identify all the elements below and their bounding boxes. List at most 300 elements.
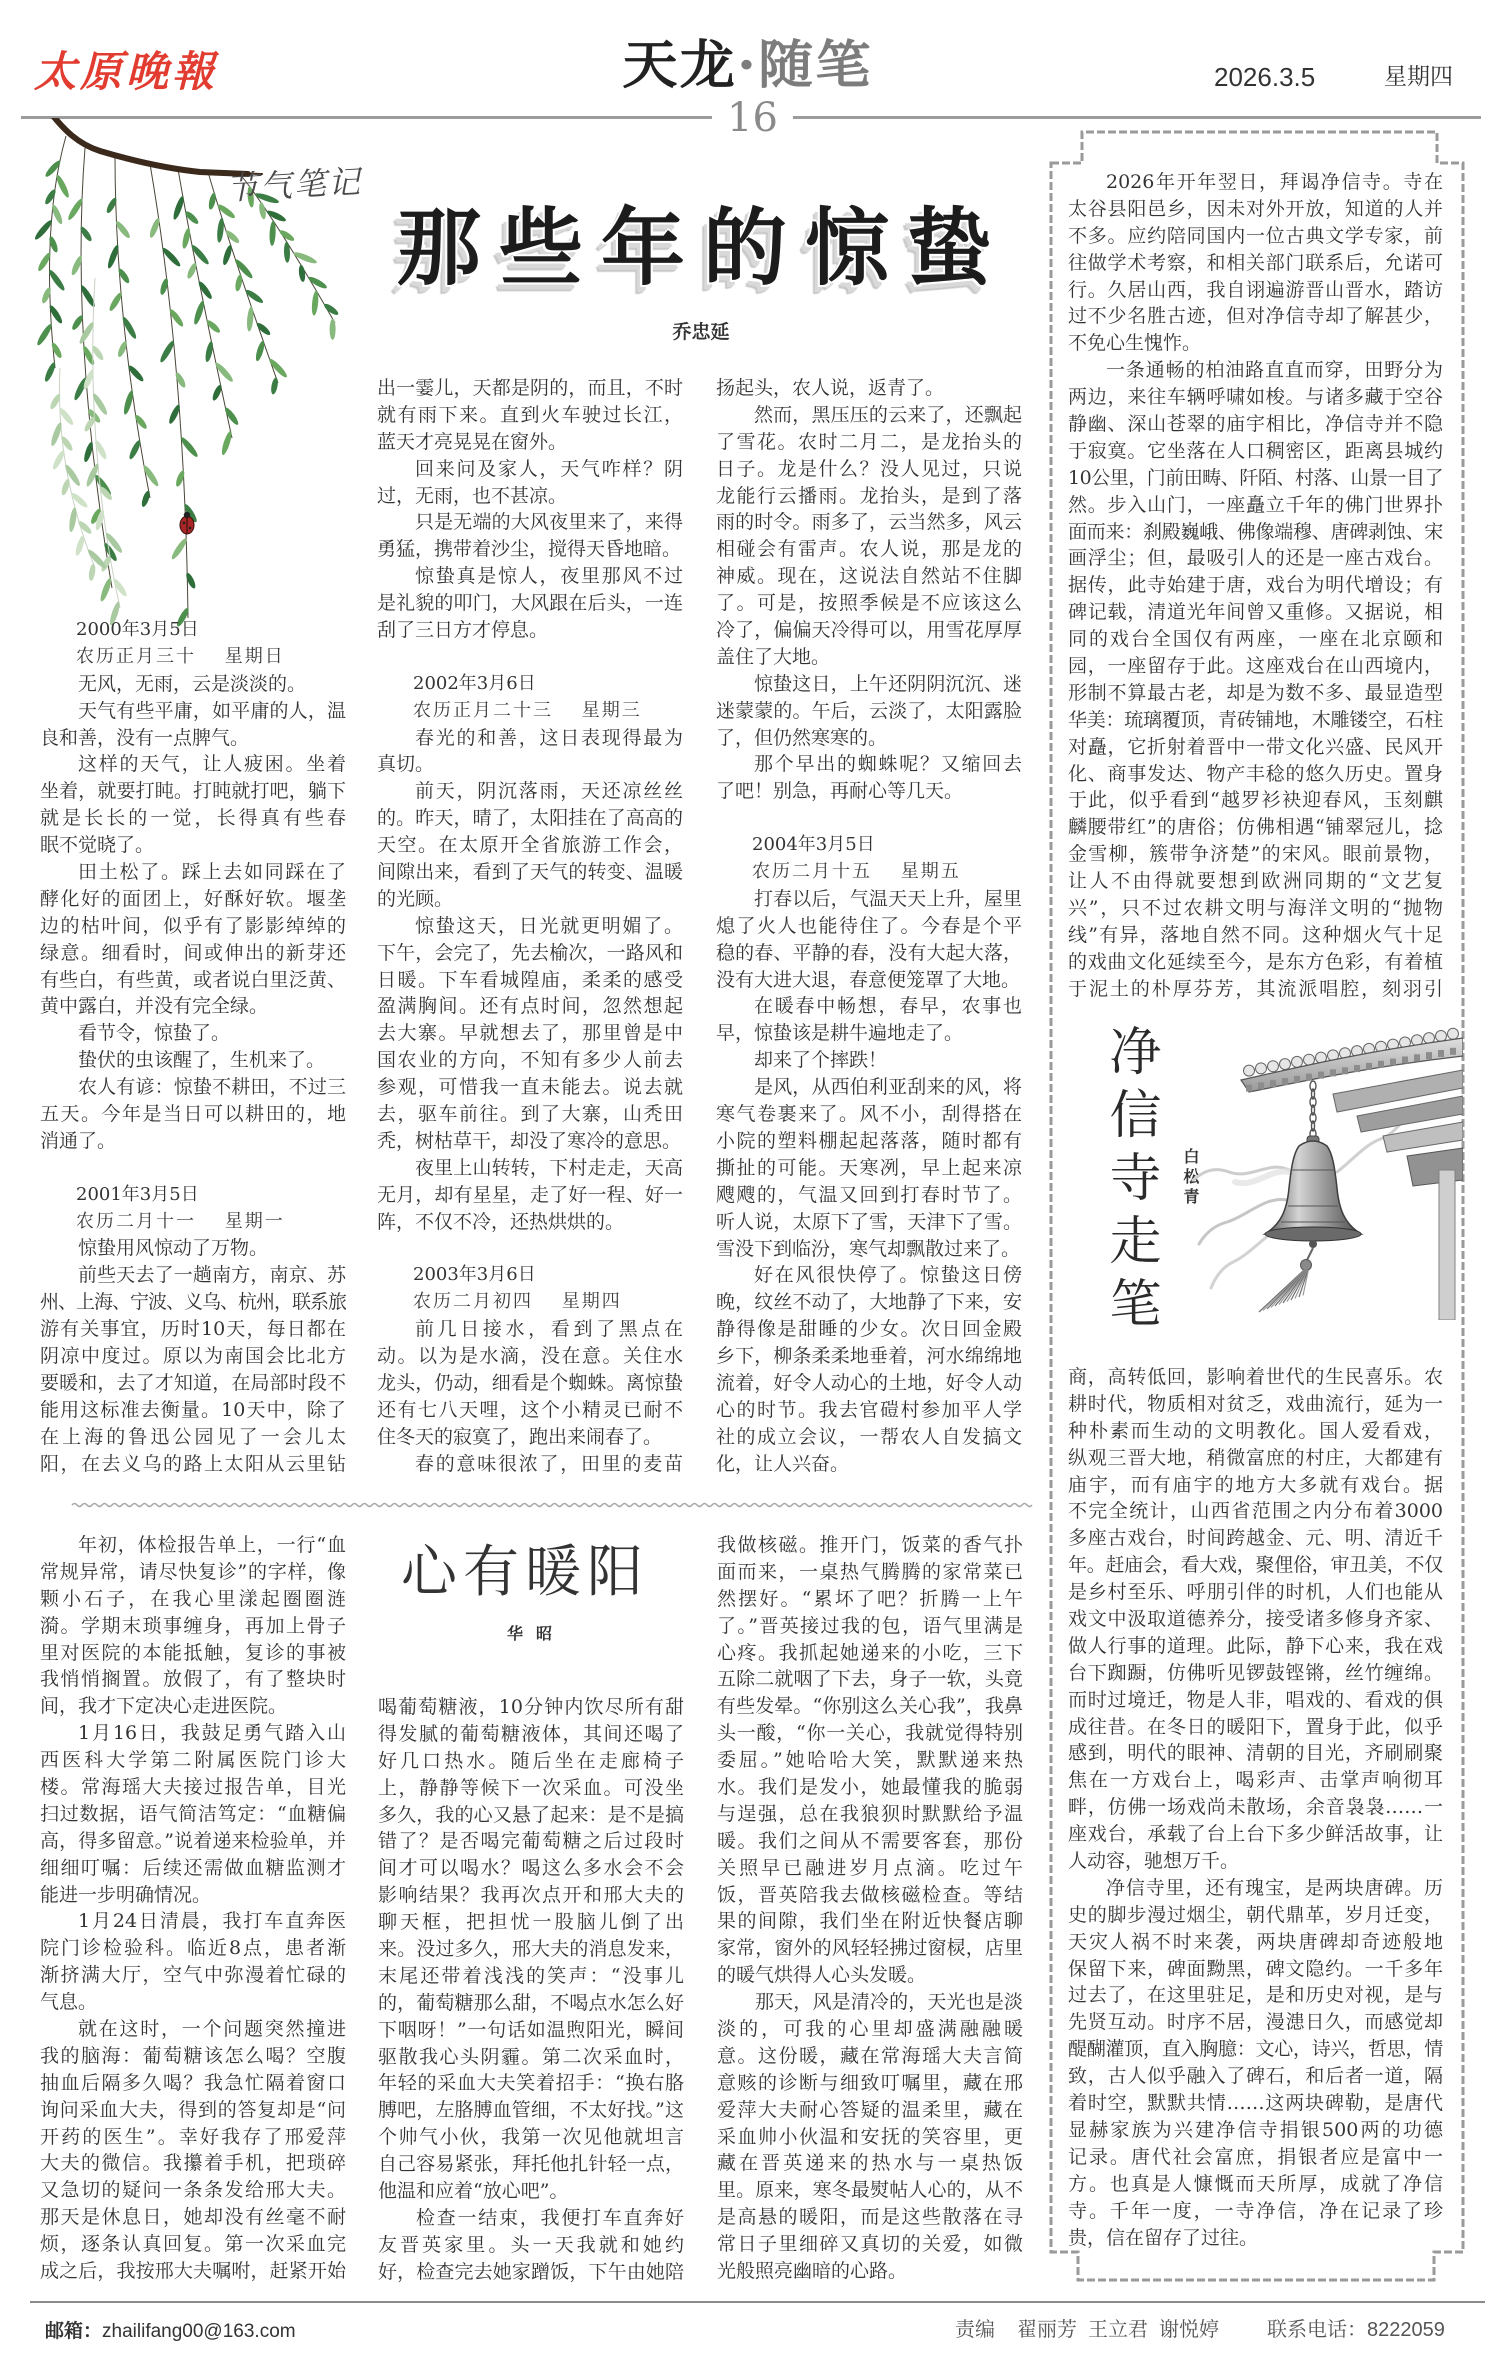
article-column <box>1068 169 1443 1003</box>
text-line: 国农业的方向，不知有多少人前去 <box>377 1049 683 1072</box>
text-line: 边的枯叶间，似乎有了影影绰绰的 <box>40 914 346 937</box>
text-line: 无风，无雨，云是淡淡的。 <box>78 672 307 695</box>
willow-leaf <box>108 291 124 312</box>
text-line: 来。没过多久，邢大夫的消息发来， <box>378 1938 684 1961</box>
paragraph <box>40 1020 346 1047</box>
footer-editors <box>955 2315 1219 2343</box>
paragraph <box>377 563 683 644</box>
text-line: 没有大进大退，春意便笼罩了大地。 <box>716 968 1021 991</box>
willow-leaf <box>307 275 328 290</box>
text-line: 是风，从西伯利亚刮来的风，将 <box>754 1076 1022 1099</box>
text-line: 的光顾。 <box>377 887 454 910</box>
text-line: 无月，却有星星，走了好一程、好一 <box>377 1183 683 1206</box>
text-line: 要暖和，去了才知道，在局部时段不 <box>40 1371 346 1394</box>
text-line: 对矗，它折射着晋中一带文化兴盛、民风开 <box>1068 735 1443 758</box>
text-line: 了雪花。农时二月二，是龙抬头的 <box>716 430 1022 453</box>
text-line: 扬起头，农人说，返青了。 <box>716 377 945 399</box>
willow-leaf <box>190 243 211 266</box>
text-line: 1月16日，我鼓足勇气踏入山 <box>78 1722 346 1745</box>
willow-leaf <box>148 217 161 239</box>
text-line: 去大寨。早就想去了，那里曾是中 <box>377 1022 683 1045</box>
willow-leaf <box>121 315 139 340</box>
editor-name: 谢悦婷 <box>1159 2317 1219 2341</box>
paragraph <box>40 698 346 752</box>
willow-leaf <box>224 229 241 245</box>
text-line: 好，检查完去她家蹭饭，下午由她陪 <box>378 2260 684 2283</box>
text-line: 10公里，门前田畴、阡陌、村落、山景一目了 <box>1068 466 1443 489</box>
roof-tile <box>1268 1061 1279 1072</box>
paragraph <box>377 1316 683 1450</box>
paragraph <box>40 1235 346 1262</box>
text-line: 喝葡萄糖液，10分钟内饮尽所有甜 <box>378 1696 684 1718</box>
text-line: 是高悬的暖阳，而是这些散落在寻 <box>717 2206 1023 2229</box>
article-title: 那些年的惊蛰 <box>397 198 1010 297</box>
text-line: 听人说，太原下了雪，天津下了雪。 <box>716 1210 1022 1233</box>
willow-leaf <box>184 210 200 226</box>
text-line: 上，静静等候下一次采血。可没坐 <box>378 1776 684 1799</box>
text-line: 惊蛰这天，日光就更明媚了。 <box>415 914 683 937</box>
entry-lunar-date <box>40 1209 346 1236</box>
text-line: 社的成立会议，一帮农人自发搞文 <box>716 1425 1022 1448</box>
text-line: 与逞强，总在我狼狈时默默给予温 <box>717 1802 1023 1825</box>
text-line: 好几口热水。随后坐在走廊椅子 <box>378 1749 684 1772</box>
text-line: 末尾还带着浅浅的笑声：“没事儿 <box>378 1964 684 1987</box>
willow-leaf <box>323 302 340 317</box>
text-line: 动。以为是水滴，没在意。关住水 <box>377 1345 683 1368</box>
paragraph <box>716 751 1022 805</box>
text-line: 楼。常海瑶大夫接过报告单，目光 <box>40 1776 346 1799</box>
lunar-date: 农历正月三十 <box>76 645 196 667</box>
footer-phone <box>1267 2315 1445 2344</box>
willow-leaf <box>234 274 243 292</box>
text-line: 就有雨下来。直到火车驶过长江， <box>377 403 683 426</box>
text-line: 农人有谚：惊蛰不耕田，不过三 <box>78 1076 346 1099</box>
willow-leaf <box>140 490 151 508</box>
text-line: 下咽呀！”一句话如温煦阳光，瞬间 <box>378 2018 684 2041</box>
roof-tile <box>1292 1056 1303 1067</box>
text-line: 不完全统计，山西省范围之内分布着3000 <box>1068 1500 1443 1523</box>
text-line: 寒气卷裹来了。风不小，刮得搭在 <box>716 1103 1022 1126</box>
willow-leaf <box>43 188 57 206</box>
entry-lunar-date <box>377 698 683 725</box>
text-line: 年轻的采血大夫笑着招手：“换右胳 <box>378 2072 684 2095</box>
paragraph <box>377 509 683 563</box>
willow-leaf <box>204 341 214 363</box>
text-line: 庙宇，而有庙宇的地方大多就有戏台。据 <box>1068 1473 1443 1496</box>
text-line: 华美：琉璃覆顶，青砖铺地，木雕镂空，石柱 <box>1068 708 1443 731</box>
text-line: 关照早已融进岁月点滴。吃过午 <box>717 1856 1023 1879</box>
text-line: 聊天框，把担忧一股脑儿倒了出 <box>378 1911 684 1934</box>
footer-email <box>45 2318 296 2345</box>
willow-leaf <box>74 535 86 557</box>
willow-leaf <box>68 507 78 533</box>
text-line: 前几日接水，看到了黑点在 <box>415 1318 683 1341</box>
text-line: 蓝天才亮晃晃在窗外。 <box>377 430 568 453</box>
text-line: 消通了。 <box>40 1129 117 1152</box>
text-line: 年初，体检报告单上，一行“血 <box>78 1534 346 1556</box>
entry-weekday: 星期三 <box>581 699 642 721</box>
text-line: 的暖气烘得人心头发暖。 <box>717 1964 927 1987</box>
text-line: 两边，来往车辆呼啸如梭。与诸多藏于空谷 <box>1068 386 1443 409</box>
text-line: 就在这时，一个问题突然撞进 <box>78 2018 346 2041</box>
text-line: 相碰会有雷声。农人说，那是龙的 <box>716 538 1022 561</box>
paragraph <box>716 402 1022 671</box>
text-line: 商，高转低回，影响着世代的生民喜乐。农 <box>1068 1366 1443 1388</box>
text-line: 晚，纹丝不动了，大地静了下来，安 <box>716 1291 1022 1314</box>
newspaper-logo: 太原晚報 <box>34 47 219 96</box>
wave-line <box>72 1504 1032 1507</box>
text-line: 委屈。”她哈哈大笑，默默递来热 <box>717 1749 1023 1772</box>
text-line: 致，古人似乎融入了碑石，和后者一道，隔 <box>1068 2065 1443 2088</box>
wave-divider <box>60 1497 1040 1513</box>
paragraph <box>717 1989 1023 2285</box>
willow-leaf <box>85 462 101 487</box>
paragraph <box>1068 1364 1443 1875</box>
paragraph <box>377 1451 683 1478</box>
entry-weekday: 星期五 <box>900 861 961 883</box>
willow-leaf <box>186 262 199 280</box>
text-line: 五天。今年是当日可以耕田的，地 <box>40 1103 346 1126</box>
text-line: 惊蛰真是惊人，夜里那风不过 <box>415 565 683 588</box>
text-line: 那个早出的蜘蛛呢？又缩回去 <box>754 753 1022 776</box>
ladybug-spot <box>189 527 192 530</box>
willow-leaf <box>86 548 108 570</box>
willow-leaf <box>267 357 289 379</box>
roof-rafter <box>1270 1080 1276 1087</box>
text-line: 淡的，可我的心里却盛满融融暖 <box>717 2018 1023 2041</box>
text-line: 醍醐灌顶，直入胸臆：文心，诗兴，哲思，情 <box>1068 2038 1443 2061</box>
text-line: 乡下，柳条柔柔地垂着，河水绵绵地 <box>716 1345 1022 1368</box>
text-line: 化、商事发达、物产丰稔的悠久历史。置身 <box>1068 762 1443 785</box>
text-line: 1月24日清晨，我打车直奔医 <box>78 1910 346 1933</box>
text-line: 细细叮嘱：后续还需做血糖监测才 <box>40 1856 346 1879</box>
text-line: 小院的塑料棚起起落落，随时都有 <box>716 1129 1022 1152</box>
text-line: 水。我们是发小，她最懂我的脆弱 <box>717 1776 1023 1799</box>
issue-date: 2026.3.5 <box>1214 62 1316 92</box>
text-line: 常日子里细碎又真切的关爱，如微 <box>717 2233 1023 2256</box>
roof-rafter <box>1390 1059 1396 1066</box>
text-line: 了。可是，按照季候是不应该这么 <box>716 592 1022 615</box>
bell-icon-shape <box>1265 1141 1361 1234</box>
paragraph <box>378 2205 684 2286</box>
text-line: 贵，信在留存了过往。 <box>1068 2226 1259 2249</box>
text-line: 院门诊检验科。临近8点，患者渐 <box>40 1937 346 1960</box>
willow-leaf <box>44 159 62 179</box>
text-line: 日暖。下车看城隍庙，柔柔的感受 <box>377 968 683 991</box>
text-line: 了。”晋英接过我的包，语气里满是 <box>717 1614 1023 1637</box>
bell-icon-shape <box>1265 1227 1361 1241</box>
text-line: 过，无雨，也不甚凉。 <box>377 484 568 507</box>
text-line: 影响结果？我再次点开和邢大夫的 <box>378 1884 684 1907</box>
paragraph <box>40 671 346 698</box>
text-line: 里。原来，寒冬最熨帖人心的，从不 <box>717 2179 1023 2202</box>
text-line: 着时空，默默共情……这两块碑勒，是唐代 <box>1068 2092 1443 2115</box>
text-line: 饭，晋英陪我去做核磁检查。等结 <box>717 1883 1023 1906</box>
roof-rafter <box>1450 1048 1456 1055</box>
text-line: 错了？是否喝完葡萄糖之后过段时 <box>378 1830 684 1853</box>
text-line: 寺。千年一度，一寺净信，净在记录了珍 <box>1068 2199 1443 2222</box>
text-line: 藏在晋英递来的热水与一桌热饭 <box>717 2152 1023 2175</box>
phone-label: 联系电话： <box>1267 2317 1367 2341</box>
paragraph <box>716 886 1022 994</box>
willow-leaf <box>122 390 135 416</box>
page-number: 16 <box>727 95 778 141</box>
text-line: 漪。学期末琐事缠身，再加上骨子 <box>40 1614 346 1637</box>
roof-rafter <box>1414 1054 1420 1061</box>
article-author: 白松青 <box>1181 1148 1200 1208</box>
text-line: 天空。在太原开全省旅游工作会， <box>377 834 683 857</box>
text-line: 前天，阴沉落雨，天还凉丝丝 <box>415 780 683 803</box>
text-line: 烦，逐条认真回复。第一次采血完 <box>40 2233 346 2256</box>
text-line: 年。赶庙会，看大戏，聚俚俗，审丑美，不仅 <box>1068 1554 1443 1577</box>
willow-leaf <box>128 439 143 460</box>
paragraph <box>40 1074 346 1155</box>
text-line: 记录。唐代社会富庶，捐银者应是富中一 <box>1068 2145 1443 2168</box>
text-line: 戏文中汲取道德养分，接受诸多修身齐家、 <box>1068 1608 1443 1631</box>
text-line: 回来问及家人，天气咋样？阴 <box>415 457 683 480</box>
entry-weekday: 星期一 <box>224 1210 285 1232</box>
text-line: 畔，仿佛一场戏尚未散场，余音袅袅……一 <box>1068 1796 1443 1819</box>
bell-tassel-shape <box>1307 1248 1313 1260</box>
article-title: 净信寺走笔 <box>1100 1024 1160 1339</box>
willow-leaf <box>298 265 306 283</box>
roof-rafter <box>1402 1057 1408 1064</box>
text-line: 了，但仍然寒寒的。 <box>716 726 888 749</box>
text-line: 雨的时令。雨多了，云当然多，风云 <box>716 511 1022 534</box>
text-line: 那天，风是清冷的，天光也是淡 <box>755 1991 1023 2014</box>
entry-lunar-date <box>716 859 1022 886</box>
text-line: 雪没下到临汾，寒气却飘散过来了。 <box>716 1237 1021 1260</box>
article-author: 华昭 <box>506 1624 565 1643</box>
article-column <box>716 375 1022 1478</box>
text-line: 先贤互动。时序不居，漫漶日久，而感觉却 <box>1068 2011 1443 2034</box>
text-line: 冷了，偏偏天冷得可以，用雪花厚厚 <box>716 619 1022 642</box>
entry-lunar-date <box>40 644 346 671</box>
willow-leaf <box>69 491 89 509</box>
willow-branch <box>50 118 248 174</box>
text-line: 龙头，仍动，细看是个蜘蛛。离惊蛰 <box>377 1371 683 1394</box>
text-line: 下午，会完了，先去榆次，一路风和 <box>377 941 683 964</box>
text-line: 头一酸，“你一关心，我就觉得特别 <box>717 1722 1023 1745</box>
text-line: 却来了个摔跌！ <box>754 1049 888 1072</box>
text-line: 驱散我心头阴霾。第二次采血时， <box>378 2045 684 2068</box>
text-line: 蛰伏的虫该醒了，生机来了。 <box>78 1049 326 1072</box>
text-line: 多座古戏台，时间跨越金、元、明、清近千 <box>1068 1527 1443 1550</box>
temple-roof-eave-shape <box>1439 1170 1455 1320</box>
paragraph <box>377 1155 683 1236</box>
section-title-main: 天龙 <box>622 35 737 96</box>
paragraph <box>40 1262 346 1477</box>
text-line: 画浮尘；但，最吸引人的还是一座古戏台。 <box>1068 547 1443 570</box>
text-line: 去，驱车前往。到了大寨，山秃田 <box>377 1103 683 1126</box>
text-line: 又急切的疑问一条条发给邢大夫。 <box>40 2179 346 2202</box>
text-line: 面而来：刹殿巍峨、佛像端穆、唐碑剥蚀、宋 <box>1068 520 1443 543</box>
paragraph <box>377 725 683 779</box>
text-line: 不免心生愧怍。 <box>1068 332 1202 355</box>
text-line: 爱萍大夫耐心答疑的温柔里，藏在 <box>717 2098 1023 2121</box>
text-line: 龙能行云播雨。龙抬头，是到了落 <box>716 484 1022 507</box>
text-line: 间才可以喝水？喝这么多水会不会 <box>378 1857 684 1880</box>
text-line: 颗小石子，在我心里漾起圈圈涟 <box>40 1587 346 1610</box>
text-line: 成之后，我按邢大夫嘱咐，赶紧开始 <box>40 2260 346 2283</box>
text-line: 心疼。我抓起她递来的小吃，三下 <box>717 1641 1023 1664</box>
willow-leaf <box>269 221 276 246</box>
willow-leaf <box>192 300 206 326</box>
text-line: 做人行事的道理。此际，静下心来，我在戏 <box>1068 1634 1443 1657</box>
text-line: 台下踟蹰，仿佛听见锣鼓铿锵，丝竹缠绵。 <box>1068 1661 1443 1684</box>
text-line: 还有七八天哩，这个小精灵已耐不 <box>377 1398 683 1421</box>
lunar-date: 农历二月十五 <box>752 861 872 883</box>
willow-leaf <box>270 377 279 395</box>
text-line: 一条通畅的柏油路直直而穿，田野分为 <box>1106 359 1443 382</box>
text-line: 线”有异，落地自然不同。这种烟火气十足 <box>1068 923 1443 946</box>
article-column <box>378 1694 684 2286</box>
text-line: 膊吧，左胳膊血管细，不太好找。”这 <box>378 2099 684 2122</box>
text-line: 得发腻的葡萄糖液体，其间还喝了 <box>378 1722 684 1745</box>
text-line: 他温和应着“放心吧”。 <box>378 2180 569 2203</box>
bell-tassel-shape <box>1301 1260 1312 1271</box>
text-line: 渐挤满大厅，空气中弥漫着忙碌的 <box>40 1964 346 1987</box>
willow-leaf <box>35 322 53 346</box>
text-line: 保留下来，碑面黝黑，碑文隐约。一千多年 <box>1068 1957 1443 1980</box>
text-line: 友晋英家里。头一天我就和她约 <box>378 2233 684 2256</box>
text-line: 意。这份暖，藏在常海瑶大夫言简 <box>717 2044 1023 2067</box>
text-line: 多久，我的心又悬了起来：是不是搞 <box>378 1803 684 1826</box>
willow-leaf <box>223 406 240 427</box>
text-line: 里对医院的本能抵触，复诊的事被 <box>40 1641 346 1664</box>
text-line: 高，得多留意。”说着递来检验单，并 <box>40 1829 346 1852</box>
article-title: 心有暖阳 <box>401 1540 649 1605</box>
willow-leaf <box>43 361 57 383</box>
willow-leaf <box>170 537 189 561</box>
text-line: 早，惊蛰该是耕牛遍地走了。 <box>716 1022 964 1045</box>
text-line: 焦在一方戏台上，喝彩声、击掌声响彻耳 <box>1068 1769 1443 1792</box>
text-line: 然而，黑压压的云来了，还飘起 <box>754 403 1022 426</box>
text-line: 游有关事宜，历时10天，每日都在 <box>40 1318 346 1341</box>
text-line: 扫过数据，语气简洁笃定：“血糖偏 <box>40 1802 346 1825</box>
tassel-strand <box>1275 1270 1306 1306</box>
roof-rafter <box>1246 1085 1252 1092</box>
text-line: 形制不算最古老，却是为数不多、最显造型 <box>1068 681 1443 704</box>
text-line: 气息。 <box>40 1991 98 2014</box>
text-line: 阳，在去义乌的路上太阳从云里钻 <box>40 1452 346 1475</box>
willow-leaf <box>77 519 93 535</box>
text-line: 采血帅小伙温和安抚的笑容里，更 <box>717 2125 1023 2148</box>
text-line: 金雪柳，簇带争济楚”的宋风。眼前景物， <box>1068 843 1443 866</box>
roof-rafter <box>1366 1063 1372 1070</box>
willow-leaf <box>99 577 113 603</box>
text-line: 打春以后，气温天天上升，屋里 <box>754 887 1022 910</box>
text-line: 麟腰带红”的唐俗；仿佛相遇“铺翠冠儿，捻 <box>1068 816 1443 839</box>
entry-weekday: 星期四 <box>561 1291 622 1313</box>
paragraph <box>1068 357 1443 1002</box>
willow-leaf <box>266 209 287 224</box>
text-line: 黄中露白，并没有完全绿。 <box>40 995 269 1018</box>
column-tag: 节气笔记 <box>225 162 363 208</box>
paragraph <box>377 778 683 912</box>
text-line: 化，让人兴奋。 <box>716 1452 850 1475</box>
paragraph <box>377 456 683 510</box>
willow-leaf <box>112 577 129 598</box>
willow-leaf <box>158 339 176 364</box>
text-line: 盈满胸间。还有点时间，忽然想起 <box>377 995 683 1018</box>
text-line: 我做核磁。推开门，饭菜的香气扑 <box>717 1534 1023 1556</box>
article-column <box>40 617 346 1478</box>
paragraph <box>1068 169 1443 357</box>
bell-icon-shape <box>1309 1240 1317 1248</box>
text-line: 迷蒙蒙的。午后，云淡了，太阳露脸 <box>716 699 1022 722</box>
text-line: 刮了三日方才停息。 <box>377 619 549 642</box>
phone-number: 8222059 <box>1367 2319 1445 2341</box>
issue-weekday: 星期四 <box>1384 64 1453 90</box>
text-line: 静得像是甜睡的少女。次日回金殿 <box>716 1318 1022 1341</box>
text-line: 熄了火人也能待住了。今春是个平 <box>716 914 1022 937</box>
header-rule-right <box>793 116 1481 119</box>
text-line: 让人不由得就要想到欧洲同期的“文艺复 <box>1068 870 1443 893</box>
willow-leaf <box>246 306 254 331</box>
text-line: 间隙出来，看到了天气的转变、温暖 <box>377 861 683 884</box>
willow-leaf <box>207 192 217 210</box>
text-line: 行。久居山西，我自诩遍游晋山晋水，踏访 <box>1068 278 1443 301</box>
willow-leaf <box>117 267 131 284</box>
text-line: 我悄悄搁置。放假了，有了整块时 <box>40 1668 346 1691</box>
text-line: 阵，不仅不冷，还热烘烘的。 <box>377 1210 625 1233</box>
text-line: 这样的天气，让人疲困。坐着 <box>78 753 346 776</box>
willow-leaf <box>168 308 185 328</box>
willow-leaf <box>214 361 235 384</box>
paragraph <box>716 1262 1022 1477</box>
text-line: 春光的和善，这日表现得最为 <box>415 726 683 749</box>
text-line: 天灾人祸不时来袭，两块唐碑却奇迹般地 <box>1068 1930 1443 1953</box>
roof-rafter <box>1342 1067 1348 1074</box>
willow-leaf <box>174 371 187 389</box>
entry-lunar-date <box>377 1289 683 1316</box>
text-line: 有些发晕。“你别这么关心我”，我鼻 <box>717 1695 1023 1718</box>
text-line: 于此，似乎看到“越罗衫袂迎春风，玉刻麒 <box>1068 789 1443 812</box>
text-line: 意赅的诊断与细致叮嘱里，藏在邢 <box>717 2071 1023 2094</box>
roof-rafter <box>1426 1052 1432 1059</box>
text-line: 抽血后隔多久喝？我急忙隔着窗口 <box>40 2071 346 2094</box>
willow-leaf <box>211 384 223 402</box>
text-line: 的。昨天，晴了，太阳挂在了高高的 <box>377 807 683 830</box>
email-address: zhailifang00@163.com <box>102 2321 296 2342</box>
willow-leaf <box>59 435 74 452</box>
paragraph <box>717 1532 1023 1989</box>
text-line: 前些天去了一趟南方，南京、苏 <box>78 1264 346 1287</box>
editor-label: 责编 <box>955 2317 995 2341</box>
willow-leaf <box>40 286 52 304</box>
text-line: 惊蛰这日，上午还阴阴沉沉、迷 <box>754 672 1022 695</box>
text-line: 检查一结束，我便打车直奔好 <box>416 2206 684 2229</box>
paragraph <box>377 375 683 456</box>
text-line: 参观，可惜我一直未能去。说去就 <box>377 1076 683 1099</box>
willow-leaf <box>216 217 225 243</box>
willow-leaf <box>244 288 265 305</box>
text-line: 西医科大学第二附属医院门诊大 <box>40 1749 346 1772</box>
text-line: 是乡村至乐、呼朋引伴的时机，人们也能从 <box>1068 1581 1443 1604</box>
willow-leaf <box>172 195 186 221</box>
paragraph <box>716 375 1022 402</box>
lunar-date: 农历二月初四 <box>413 1291 533 1313</box>
text-line: 座戏台，承载了台上台下多少鲜活故事，让 <box>1068 1823 1443 1846</box>
text-line: 方。也真是人慷慨而天所厚，成就了净信 <box>1068 2172 1443 2195</box>
paragraph <box>716 671 1022 752</box>
text-line: 净信寺里，还有瑰宝，是两块唐碑。历 <box>1106 1876 1443 1899</box>
section-title-sub: ·随笔 <box>736 35 873 96</box>
entry-date: 2001年3月5日 <box>76 1183 199 1205</box>
text-line: 于泥土的朴厚芬芳，其流派唱腔，刻羽引 <box>1068 977 1443 1000</box>
text-line: 的，葡萄糖那么甜，不喝点水怎么好 <box>378 1991 684 2014</box>
